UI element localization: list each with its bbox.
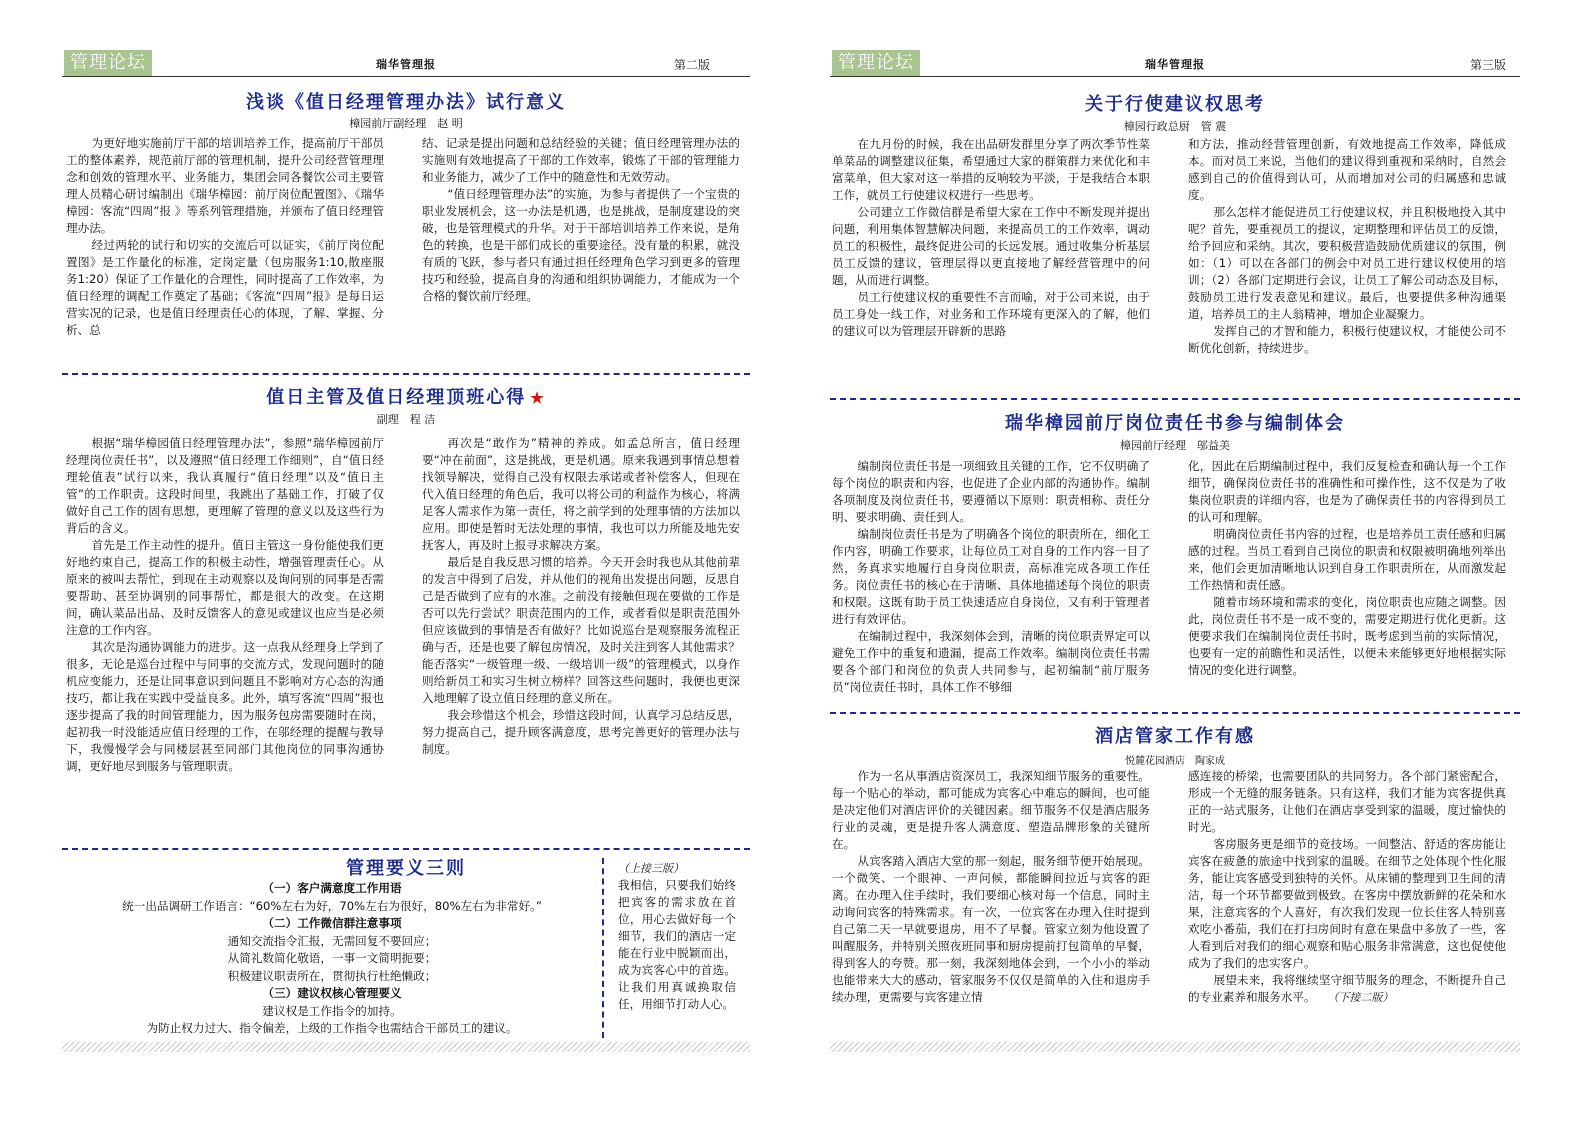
- article-title: 瑞华樟园前厅岗位责任书参与编制体会: [1005, 413, 1345, 434]
- article-column-left: [832, 136, 1150, 340]
- rules-heading: （三）建议权核心管理要义: [262, 986, 402, 1000]
- paragraph: 其次是沟通协调能力的进步。这一点我从经理身上学到了很多，无论是巡台过程中与同事的交流方式，发现问题时的随机应变能力，还是让同事意识到问题且不影响对方心态的沟通技巧，都让我在实践中受益良多。此外，填写客流“四周”报也逐步提高了我的时间管理能力，因为服务包房需要随时在岗，起初我一时没能适应值日经理的工作，在邬经理的提醒与教导下，我慢慢学会与同楼层甚至同部门其他岗位的同事沟通协调，更好地尽到服务与管理职责。: [66, 640, 384, 773]
- article-byline: 樟园行政总厨 管 震: [1123, 120, 1227, 133]
- section-divider: [830, 712, 1520, 714]
- rules-line: 从简礼数简化敬语，一事一文简明扼要；: [227, 951, 437, 965]
- paragraph: 编制岗位责任书是一项细致且关键的工作，它不仅明确了每个岗位的职责和内容，也促进了企业内部的沟通协作。编制各项制度及岗位责任书，要遵循以下原则：职责相称、责任分明、要求明确、责任到人。: [832, 459, 1150, 524]
- article-title: [62, 383, 750, 409]
- edition-label: 第二版: [673, 58, 710, 72]
- article-byline: 悦麓花园酒店 陶家成: [1125, 756, 1225, 767]
- article-column-left: [66, 135, 384, 339]
- paragraph-text: 展望未来，我将继续坚守细节服务的理念，不断提升自己的专业素养和服务水平。: [1188, 973, 1506, 1004]
- section-divider: [830, 398, 1520, 400]
- rules-heading: （二）工作微信群注意事项: [262, 916, 402, 930]
- paragraph: 从宾客踏入酒店大堂的那一刻起，服务细节便开始展现。一个微笑、一个眼神、一声问候，都能瞬间拉近与宾客的距离。在办理入住手续时，我们要细心核对每一个信息，同时主动询问宾客的特殊需求。有一次，一位宾客在办理入住时提到自己第二天一早就要退房，用不了早餐。管家立刻为他设置了叫醒服务，并特别关照夜班同事和厨房提前打包简单的早餐，得到客人的夸赞。那一刻，我深刻地体会到，一个小小的举动也能带来大大的感动，管家服务不仅仅是简单的入住和退房手续办理，更需要与宾客建立情: [832, 854, 1150, 1004]
- paragraph: 发挥自己的才智和能力，积极行使建议权，才能使公司不断优化创新，持续进步。: [1188, 324, 1506, 355]
- paragraph: 明确岗位责任书内容的过程，也是培养员工责任感和归属感的过程。当员工看到自己岗位的职责和权限被明确地列举出来，他们会更加清晰地认识到自身工作职责所在，从而激发起工作热情和责任感。: [1188, 527, 1506, 592]
- article-byline: 副理 程 洁: [376, 413, 436, 426]
- page-three: [830, 0, 1520, 1123]
- paragraph: 再次是“敢作为”精神的养成。如孟总所言，值日经理要“冲在前面”，这是挑战，更是机遇。原来我遇到事情总想着找领导解决，觉得自己没有权限去承诺或者补偿客人，但现在代入值日经理的角色后，我可以将公司的利益作为核心，将满足客人需求作为第一责任，将之前学到的处理事情的方法加以应用。即使是暂时无法处理的事情，我也可以力所能及地先安抚客人，再及时上报寻求解决方案。: [422, 436, 740, 552]
- page-two: [62, 0, 750, 1123]
- article-title-text: 值日主管及值日经理顶班心得: [266, 387, 527, 408]
- paragraph: 在编制过程中，我深刻体会到，清晰的岗位职责界定可以避免工作中的重复和遗漏，提高工作效率。编制岗位责任书需要各个部门和岗位的负责人共同参与，起初编制“前厅服务员”岗位责任书时，具体工作不够细: [832, 629, 1150, 694]
- paragraph: 首先是工作主动性的提升。值日主管这一身份能使我们更好地约束自己，提高工作的积极主动性，增强管理责任心。从原来的被叫去帮忙，到现在主动观察以及询问别的同事是否需要帮助、甚至协调别的同事帮忙，都是很大的改变。在这期间，确认菜品出品、及时反馈客人的意见或建议也应当是必须注意的工作内容。: [66, 538, 384, 637]
- paragraph: 结、记录是提出问题和总结经验的关键；值日经理管理办法的实施则有效地提高了干部的工作效率，锻炼了干部的管理能力和业务能力，减少了工作中的随意性和无效劳动。: [422, 136, 740, 184]
- rules-box-title: 管理要义三则: [346, 858, 466, 879]
- section-divider: [62, 373, 750, 375]
- section-logo: 管理论坛: [832, 50, 920, 76]
- paragraph: 根据“瑞华樟园值日经理管理办法”，参照“瑞华樟园前厅经理岗位责任书”，以及遵照“值日经理工作细则”，自“值日经理轮值表”试行以来，我认真履行“值日经理”以及“值日主管”的工作职责。这段时间里，我跳出了基础工作，打破了仅做好自己工作的固有思想，更理解了管理的意义以及这些行为背后的含义。: [66, 436, 384, 535]
- article-column-left: [832, 458, 1150, 696]
- paragraph: 我相信，只要我们始终把宾客的需求放在首位，用心去做好每一个细节，我们的酒店一定能在行业中脱颖而出，成为宾客心中的首选。让我们用真诚换取信任，用细节打动人心。: [618, 878, 736, 1011]
- rules-line: 为防止权力过大、指令偏差，上级的工作指令也需结合干部员工的建议。: [146, 1021, 518, 1035]
- paragraph: 为更好地实施前厅干部的培训培养工作，提高前厅干部员工的整体素养，规范前厅部的管理机制，提升公司经营管理理念和创效的管理水平、业务能力，集团会同各餐饮公司主要管理人员精心研讨编制出《瑞华樟园：前厅岗位配置图》、《瑞华樟园：客流“四周”报 》等系列管理措施，并颁布了值日经理管理办法。: [66, 136, 384, 235]
- paragraph: 最后是自我反思习惯的培养。今天开会时我也从其他前辈的发言中得到了启发，并从他们的视角出发提出问题，反思自己是否做到了应有的水准。之前没有接触但现在要做的工作是否可以先行尝试？职责范围内的工作，或者看似是职责范围外但应该做到的事情是否有做好？比如说巡台是观察服务流程正确与否，还是也要了解包房情况，及时关注到客人其他需求？能否落实“一级管理一级、一级培训一级”的管理模式，以身作则给新员工和实习生树立榜样？回答这些问题时，我便也更深入地理解了设立值日经理的意义所在。: [422, 555, 740, 705]
- continued-note: （上接三版）: [618, 862, 684, 875]
- paragraph: [1188, 972, 1506, 1006]
- rules-box: [62, 880, 602, 1038]
- paragraph: 那么怎样才能促进员工行使建议权，并且积极地投入其中呢？首先，要重视员工的提议，定期整理和评估员工的反馈，给予回应和采纳。其次，要积极营造鼓励优质建议的氛围，例如：（1）可以在各部门的例会中对员工进行建议权使用的培训；（2）各部门定期进行会议，让员工了解公司动态及目标，鼓励员工进行发表意见和建议。最后，也要提供多种沟通渠道，培养员工的主人翁精神，增加企业凝聚力。: [1188, 205, 1506, 321]
- article-column-right: [422, 135, 740, 305]
- header-rule: [830, 76, 1520, 77]
- article-column-right: [1188, 458, 1506, 679]
- rules-line: 统一出品调研工作语言：“60%左右为好，70%左右为很好，80%左右为非常好。”: [122, 898, 542, 913]
- paper-name: 瑞华管理报: [376, 58, 436, 71]
- paragraph: “值日经理管理办法”的实施，为参与者提供了一个宝贵的职业发展机会，这一办法是机遇，也是挑战，是制度建设的突破，也是管理模式的升华。对于干部培训培养工作来说，是角色的转换，也是干部们成长的重要途径。没有量的积累，就没有质的飞跃，参与者只有通过担任经理角色学习到更多的管理技巧和经验，提高自身的沟通和组织协调能力，才能成为一个合格的餐饮前厅经理。: [422, 187, 740, 303]
- section-logo: 管理论坛: [64, 50, 152, 76]
- article-column-right: [422, 435, 740, 758]
- paragraph: 我会珍惜这个机会，珍惜这段时间，认真学习总结反思，努力提高自己，提升顾客满意度，思考完善更好的管理办法与制度。: [422, 708, 740, 756]
- paragraph: 经过两轮的试行和切实的交流后可以证实，《前厅岗位配置图》是工作量化的标准，定岗定量（包房服务1:10,散座服务1:20）保证了工作量化的合理性，同时提高了工作效率，为值日经理的调配工作奠定了基础；《客流“四周”报》是每日运营实况的记录，也是值日经理责任心的体现，了解、掌握、分析、总: [66, 238, 384, 337]
- footer-pattern: [62, 1042, 750, 1052]
- rules-line: 建议权是工作指令的加持。: [262, 1003, 402, 1018]
- paragraph: 作为一名从事酒店资深员工，我深知细节服务的重要性。每一个贴心的举动，都可能成为宾客心中难忘的瞬间，也可能是决定他们对酒店评价的关键因素。细节服务不仅是酒店服务行业的灵魂，更是提升客人满意度、塑造品牌形象的关键所在。: [832, 769, 1150, 851]
- paper-name: 瑞华管理报: [1145, 58, 1205, 71]
- paragraph: 编制岗位责任书是为了明确各个岗位的职责所在，细化工作内容，明确工作要求，让每位员工对自身的工作内容一目了然，务真求实地履行自身岗位职责，高标准完成各项工作任务。岗位责任书的核心在于清晰、具体地描述每个岗位的职责和权限。这既有助于员工快速适应自身岗位，又有利于管理者进行有效评估。: [832, 527, 1150, 626]
- paragraph: 和方法，推动经营管理创新，有效地提高工作效率，降低成本。而对员工来说，当他们的建议得到重视和采纳时，自然会感到自己的价值得到认可，从而增加对公司的归属感和忠诚度。: [1188, 137, 1506, 202]
- paragraph: 员工行使建议权的重要性不言而喻，对于公司来说，由于员工身处一线工作，对业务和工作环境有更深入的了解，他们的建议可以为管理层开辟新的思路: [832, 290, 1150, 338]
- continued-note: （下接二版）: [1332, 991, 1394, 1004]
- header-rule: [62, 76, 750, 77]
- article-title: 关于行使建议权思考: [1085, 94, 1265, 115]
- continued-box: [618, 860, 736, 1013]
- article-column-left: [66, 435, 384, 775]
- rules-heading: （一）客户满意度工作用语: [262, 881, 402, 895]
- edition-label: 第三版: [1469, 58, 1506, 72]
- rules-line: 通知交流指令汇报，无需回复不要回应；: [227, 933, 437, 948]
- article-title: 浅谈《值日经理管理办法》试行意义: [246, 92, 566, 113]
- star-icon: ★: [530, 389, 546, 407]
- article-column-right: [1188, 136, 1506, 357]
- paragraph: 公司建立工作微信群是希望大家在工作中不断发现并提出问题，利用集体智慧解决问题，来提高员工的工作效率，调动员工的积极性，最终促进公司的长远发展。通过收集分析基层员工反馈的建议，管理层得以更直接地了解经营管理中的问题，从而进行调整。: [832, 205, 1150, 287]
- section-divider: [62, 848, 750, 850]
- paragraph: 化，因此在后期编制过程中，我们反复检查和确认每一个工作细节，确保岗位责任书的准确性和可操作性，这不仅是为了收集岗位职责的详细内容，也是为了确保责任书的内容得到员工的认可和理解。: [1188, 459, 1506, 524]
- paragraph: 感连接的桥梁，也需要团队的共同努力。各个部门紧密配合，形成一个无缝的服务链条。只有这样，我们才能为宾客提供真正的一站式服务，让他们在酒店享受到家的温暖，度过愉快的时光。: [1188, 769, 1506, 834]
- article-column-right: [1188, 768, 1506, 1006]
- footer-pattern: [830, 1042, 1520, 1052]
- rules-line: 积极建议职责所在，贯彻执行杜绝懒政；: [227, 968, 437, 983]
- paragraph: 随着市场环境和需求的变化，岗位职责也应随之调整。因此，岗位责任书不是一成不变的，需要定期进行优化更新。这便要求我们在编制岗位责任书时，既考虑到当前的实际情况，也要有一定的前瞻性和灵活性，以便未来能够更好地根据实际情况的变化进行调整。: [1188, 595, 1506, 677]
- paragraph: 客房服务更是细节的竞技场。一间整洁、舒适的客房能让宾客在疲惫的旅途中找到家的温暖。在细节之处体现个性化服务，能让宾客感受到独特的关怀。从床铺的整理到卫生间的清洁，每一个环节都要做到极致。在客房中摆放新鲜的花朵和水果，注意宾客的个人喜好，有次我们发现一位长住客人特别喜欢吃小番茄，我们在打扫房间时有意在果盘中多放了一些，客人看到后对我们的细心观察和贴心服务非常满意，这也促使他成为了我们的忠实客户。: [1188, 837, 1506, 970]
- article-byline: 樟园前厅副经理 赵 明: [349, 117, 463, 130]
- article-column-left: [832, 768, 1150, 1006]
- article-title: 酒店管家工作有感: [1095, 726, 1255, 747]
- box-divider: [602, 858, 604, 1038]
- article-byline: 樟园前厅经理 邬益美: [1120, 439, 1230, 452]
- paragraph: 在九月份的时候，我在出品研发群里分享了两次季节性菜单菜品的调整建议征集，希望通过大家的群策群力来优化和丰富菜单，但大家对这一举措的反响较为平淡，于是我结合本职工作，就员工行使建议权进行一些思考。: [832, 137, 1150, 202]
